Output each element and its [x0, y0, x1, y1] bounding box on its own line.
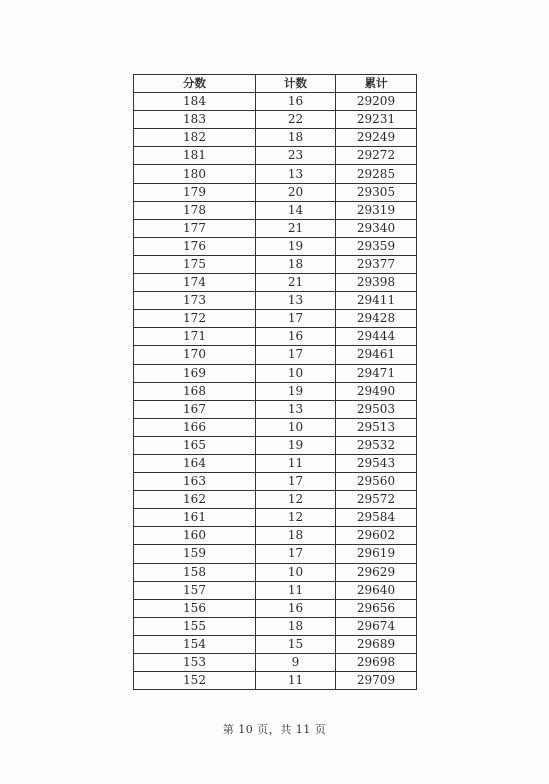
table-row	[134, 129, 417, 147]
score-cell: 178	[134, 201, 256, 219]
score-cell: 182	[134, 129, 256, 147]
score-cell: 168	[134, 382, 256, 400]
table-row	[134, 418, 417, 436]
score-distribution-table	[133, 74, 417, 690]
cumulative-cell: 29689	[336, 635, 417, 653]
count-cell: 18	[256, 617, 336, 635]
count-cell: 18	[256, 255, 336, 273]
cumulative-cell: 29231	[336, 111, 417, 129]
table-row	[134, 473, 417, 491]
count-cell: 14	[256, 201, 336, 219]
score-cell: 183	[134, 111, 256, 129]
cumulative-cell: 29272	[336, 147, 417, 165]
table-row	[134, 527, 417, 545]
count-cell: 17	[256, 545, 336, 563]
page-number-footer: 第 10 页，共 11 页	[222, 723, 327, 736]
cumulative-cell: 29513	[336, 418, 417, 436]
count-cell: 10	[256, 563, 336, 581]
count-cell: 16	[256, 328, 336, 346]
count-cell: 11	[256, 672, 336, 690]
cumulative-cell: 29543	[336, 454, 417, 472]
cumulative-cell: 29444	[336, 328, 417, 346]
count-cell: 17	[256, 310, 336, 328]
count-cell: 13	[256, 165, 336, 183]
cumulative-cell: 29584	[336, 509, 417, 527]
score-cell: 162	[134, 491, 256, 509]
cumulative-cell: 29319	[336, 201, 417, 219]
score-cell: 154	[134, 635, 256, 653]
score-cell: 167	[134, 400, 256, 418]
cumulative-cell: 29305	[336, 183, 417, 201]
score-cell: 173	[134, 292, 256, 310]
cumulative-cell: 29602	[336, 527, 417, 545]
cumulative-cell: 29490	[336, 382, 417, 400]
count-cell: 22	[256, 111, 336, 129]
table-row	[134, 165, 417, 183]
cumulative-cell: 29572	[336, 491, 417, 509]
table-row	[134, 599, 417, 617]
count-cell: 11	[256, 454, 336, 472]
count-cell: 17	[256, 473, 336, 491]
count-cell: 12	[256, 509, 336, 527]
table-row	[134, 237, 417, 255]
score-cell: 163	[134, 473, 256, 491]
count-cell: 21	[256, 274, 336, 292]
table-row	[134, 672, 417, 690]
cumulative-cell: 29461	[336, 346, 417, 364]
cumulative-cell: 29698	[336, 654, 417, 672]
table-row	[134, 274, 417, 292]
table-row	[134, 292, 417, 310]
cumulative-cell: 29674	[336, 617, 417, 635]
table-row	[134, 635, 417, 653]
count-cell: 18	[256, 527, 336, 545]
table-row	[134, 563, 417, 581]
header-score: 分数	[134, 75, 256, 93]
cumulative-cell: 29503	[336, 400, 417, 418]
table-row	[134, 219, 417, 237]
table-row	[134, 491, 417, 509]
score-cell: 170	[134, 346, 256, 364]
score-cell: 165	[134, 436, 256, 454]
count-cell: 12	[256, 491, 336, 509]
table-row	[134, 364, 417, 382]
table-row	[134, 382, 417, 400]
score-cell: 153	[134, 654, 256, 672]
cumulative-cell: 29709	[336, 672, 417, 690]
count-cell: 19	[256, 237, 336, 255]
count-cell: 21	[256, 219, 336, 237]
score-cell: 169	[134, 364, 256, 382]
table-row	[134, 617, 417, 635]
cumulative-cell: 29340	[336, 219, 417, 237]
header-count: 计数	[256, 75, 336, 93]
score-cell: 174	[134, 274, 256, 292]
header-cumulative: 累计	[336, 75, 417, 93]
count-cell: 15	[256, 635, 336, 653]
score-cell: 171	[134, 328, 256, 346]
table-row	[134, 201, 417, 219]
count-cell: 9	[256, 654, 336, 672]
count-cell: 16	[256, 93, 336, 111]
cumulative-cell: 29411	[336, 292, 417, 310]
cumulative-cell: 29629	[336, 563, 417, 581]
table-row	[134, 581, 417, 599]
table-row	[134, 93, 417, 111]
score-cell: 156	[134, 599, 256, 617]
count-cell: 18	[256, 129, 336, 147]
score-cell: 176	[134, 237, 256, 255]
score-cell: 179	[134, 183, 256, 201]
score-cell: 157	[134, 581, 256, 599]
score-cell: 175	[134, 255, 256, 273]
count-cell: 20	[256, 183, 336, 201]
table-row	[134, 346, 417, 364]
cumulative-cell: 29377	[336, 255, 417, 273]
count-cell: 19	[256, 436, 336, 454]
score-cell: 166	[134, 418, 256, 436]
table-row	[134, 400, 417, 418]
score-cell: 181	[134, 147, 256, 165]
table-row	[134, 328, 417, 346]
score-cell: 159	[134, 545, 256, 563]
score-cell: 155	[134, 617, 256, 635]
score-cell: 164	[134, 454, 256, 472]
score-cell: 172	[134, 310, 256, 328]
cumulative-cell: 29640	[336, 581, 417, 599]
score-cell: 161	[134, 509, 256, 527]
table-header-row	[134, 75, 417, 93]
count-cell: 11	[256, 581, 336, 599]
score-cell: 180	[134, 165, 256, 183]
table-row	[134, 255, 417, 273]
cumulative-cell: 29398	[336, 274, 417, 292]
table-row	[134, 654, 417, 672]
count-cell: 13	[256, 292, 336, 310]
count-cell: 17	[256, 346, 336, 364]
cumulative-cell: 29656	[336, 599, 417, 617]
cumulative-cell: 29428	[336, 310, 417, 328]
cumulative-cell: 29209	[336, 93, 417, 111]
score-cell: 177	[134, 219, 256, 237]
cumulative-cell: 29285	[336, 165, 417, 183]
table-row	[134, 509, 417, 527]
cumulative-cell: 29359	[336, 237, 417, 255]
table-row	[134, 545, 417, 563]
table-row	[134, 111, 417, 129]
count-cell: 13	[256, 400, 336, 418]
cumulative-cell: 29619	[336, 545, 417, 563]
count-cell: 19	[256, 382, 336, 400]
count-cell: 16	[256, 599, 336, 617]
cumulative-cell: 29532	[336, 436, 417, 454]
score-cell: 152	[134, 672, 256, 690]
count-cell: 10	[256, 364, 336, 382]
cumulative-cell: 29249	[336, 129, 417, 147]
table-row	[134, 454, 417, 472]
count-cell: 10	[256, 418, 336, 436]
score-cell: 160	[134, 527, 256, 545]
table-row	[134, 147, 417, 165]
table-row	[134, 183, 417, 201]
table-row	[134, 310, 417, 328]
table-body	[134, 93, 417, 690]
score-cell: 184	[134, 93, 256, 111]
count-cell: 23	[256, 147, 336, 165]
cumulative-cell: 29560	[336, 473, 417, 491]
cumulative-cell: 29471	[336, 364, 417, 382]
table-row	[134, 436, 417, 454]
score-cell: 158	[134, 563, 256, 581]
